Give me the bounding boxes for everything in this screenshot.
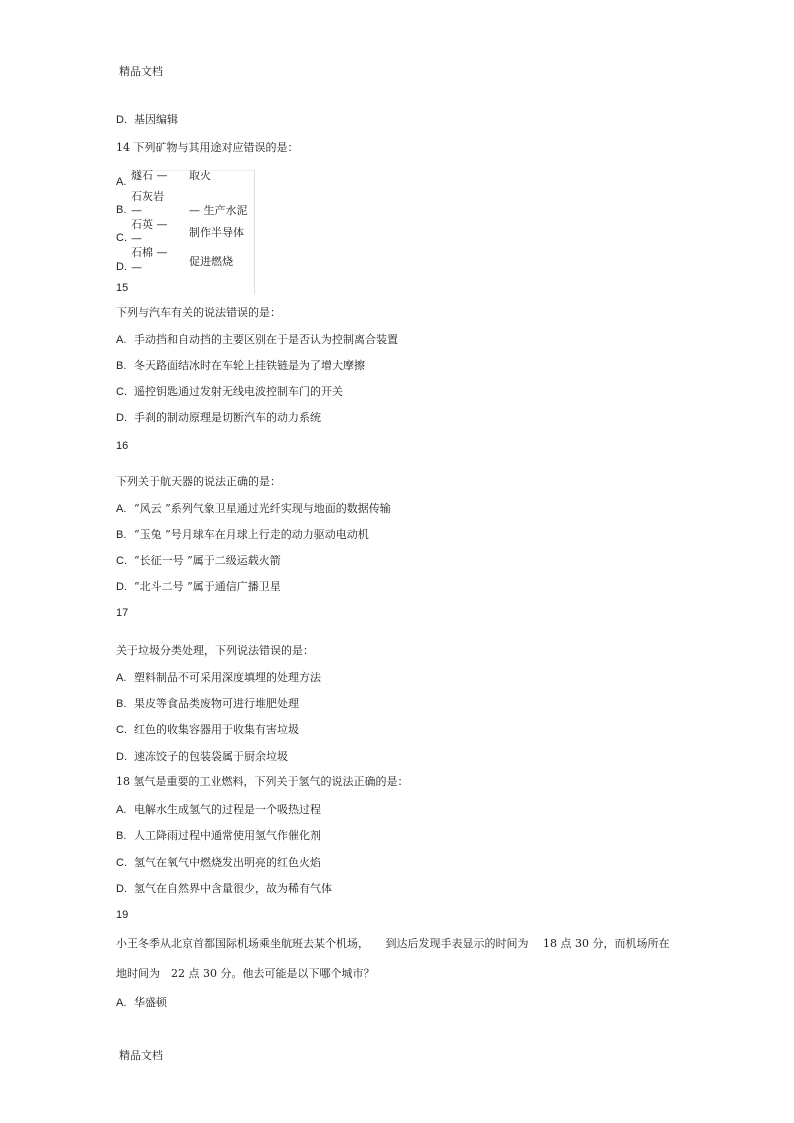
q19-stem-line1: 小王冬季从北京首都国际机场乘坐航班去某个机场， 到达后发现手表显示的时间为 18 点 30 分，而机场所在 xyxy=(116,937,670,950)
option-text: 基因编辑 xyxy=(134,113,178,126)
q19-option-a xyxy=(116,994,167,1010)
option-letter: A. xyxy=(116,672,127,684)
q18-option-a xyxy=(116,801,321,817)
option-text: 电解水生成氢气的过程是一个吸热过程 xyxy=(134,803,321,816)
q18-option-b xyxy=(116,827,321,843)
option-text: 遥控钥匙通过发射无线电波控制车门的开关 xyxy=(134,385,343,398)
q14-col1-row: 石灰岩 xyxy=(131,190,164,203)
q15-option-a xyxy=(116,331,398,347)
q16-number: 16 xyxy=(116,440,129,452)
option-text: “风云 ”系列气象卫星通过光纤实现与地面的数据传输 xyxy=(134,502,391,515)
q13-option-d xyxy=(116,111,178,127)
q14-stem: 14 下列矿物与其用途对应错误的是： xyxy=(116,141,299,154)
q18-option-d xyxy=(116,880,332,896)
option-text: 塑料制品不可采用深度填埋的处理方法 xyxy=(134,671,321,684)
q15-number: 15 xyxy=(116,282,129,294)
table-border-right xyxy=(254,170,255,294)
option-letter: C. xyxy=(116,555,127,567)
option-letter: D. xyxy=(116,581,127,593)
q14-col1-row: 燧石 — xyxy=(131,169,168,182)
option-text: 果皮等食品类废物可进行堆肥处理 xyxy=(134,697,299,710)
q14-letter-d: D. xyxy=(116,261,127,273)
q16-option-d xyxy=(116,578,281,594)
option-letter: B. xyxy=(116,529,127,541)
option-letter: C. xyxy=(116,857,127,869)
option-letter: A. xyxy=(116,997,127,1009)
q14-col1-row: — xyxy=(131,204,142,217)
q14-col2-row: — 生产水泥 xyxy=(189,204,248,217)
q14-letter-c: C. xyxy=(116,232,127,244)
option-text: 手刹的制动原理是切断汽车的动力系统 xyxy=(134,411,321,424)
q14-col2-row: 促进燃烧 xyxy=(189,255,233,268)
q18-option-c xyxy=(116,854,321,870)
option-letter: D. xyxy=(116,883,127,895)
q14-col2-row: 取火 xyxy=(189,169,211,182)
page-header: 精品文档 xyxy=(119,65,163,78)
q17-option-a xyxy=(116,669,321,685)
option-letter: B. xyxy=(116,830,127,842)
q17-option-c xyxy=(116,721,299,737)
q14-col1-row: — xyxy=(131,261,142,274)
q17-stem: 关于垃圾分类处理，下列说法错误的是： xyxy=(116,644,314,657)
option-text: “玉兔 ”号月球车在月球上行走的动力驱动电动机 xyxy=(134,528,369,541)
option-letter: C. xyxy=(116,386,127,398)
q17-option-d xyxy=(116,748,288,764)
option-text: 速冻饺子的包装袋属于厨余垃圾 xyxy=(134,750,288,763)
option-text: 华盛顿 xyxy=(134,996,167,1009)
option-letter: B. xyxy=(116,360,127,372)
q14-letter-b: B. xyxy=(116,204,127,216)
q14-col1-row: — xyxy=(131,232,142,245)
option-text: 手动挡和自动挡的主要区别在于是否认为控制离合装置 xyxy=(134,333,398,346)
q16-option-c xyxy=(116,552,281,568)
option-text: 氢气在氧气中燃烧发出明亮的红色火焰 xyxy=(134,856,321,869)
q14-col2-row: 制作半导体 xyxy=(189,226,244,239)
option-letter: D. xyxy=(116,114,127,126)
option-letter: A. xyxy=(116,503,127,515)
q15-option-c xyxy=(116,383,343,399)
option-text: 人工降雨过程中通常使用氢气作催化剂 xyxy=(134,829,321,842)
q16-stem: 下列关于航天器的说法正确的是： xyxy=(116,475,281,488)
option-text: 冬天路面结冰时在车轮上挂铁链是为了增大摩擦 xyxy=(134,359,365,372)
q16-option-b xyxy=(116,526,369,542)
option-letter: A. xyxy=(116,334,127,346)
q15-option-b xyxy=(116,357,365,373)
q16-option-a xyxy=(116,500,391,516)
option-letter: D. xyxy=(116,412,127,424)
q14-letter-a: A. xyxy=(116,176,127,188)
option-letter: B. xyxy=(116,698,127,710)
q15-stem: 下列与汽车有关的说法错误的是： xyxy=(116,306,281,319)
option-text: “长征一号 ”属于二级运载火箭 xyxy=(134,554,281,567)
option-text: “北斗二号 ”属于通信广播卫星 xyxy=(134,580,281,593)
option-letter: A. xyxy=(116,804,127,816)
q19-number: 19 xyxy=(116,909,129,921)
q17-option-b xyxy=(116,695,299,711)
option-letter: C. xyxy=(116,724,127,736)
q18-stem: 18 氢气是重要的工业燃料，下列关于氢气的说法正确的是： xyxy=(116,775,409,788)
q17-number: 17 xyxy=(116,607,129,619)
q15-option-d xyxy=(116,409,321,425)
q14-col1-row: 石英 — xyxy=(131,218,168,231)
option-text: 氢气在自然界中含量很少，故为稀有气体 xyxy=(134,882,332,895)
option-letter: D. xyxy=(116,751,127,763)
page-footer: 精品文档 xyxy=(119,1049,163,1062)
q14-col1-row: 石棉 — xyxy=(131,246,168,259)
q19-stem-line2: 地时间为 22 点 30 分。他去可能是以下哪个城市？ xyxy=(116,967,375,980)
option-text: 红色的收集容器用于收集有害垃圾 xyxy=(134,723,299,736)
